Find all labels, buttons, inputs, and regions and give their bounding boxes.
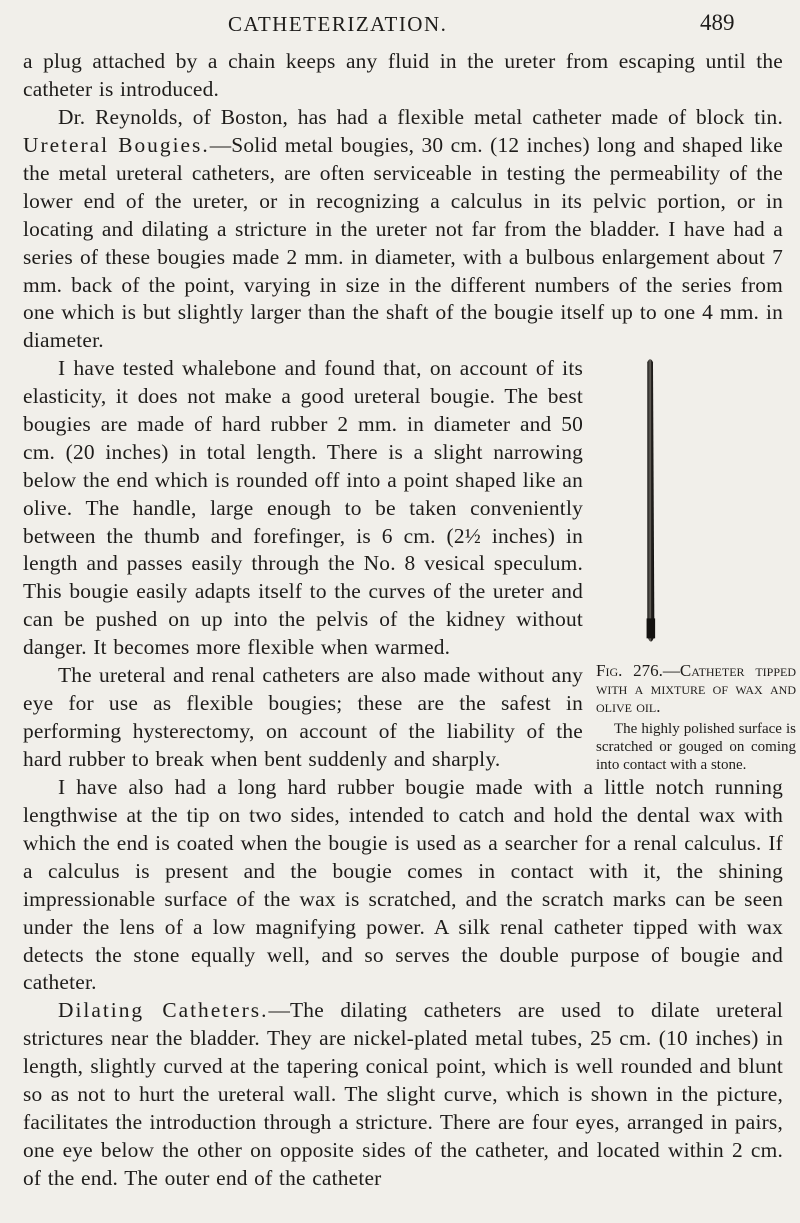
section-heading-ureteral-bougies: Ureteral Bougies. bbox=[23, 132, 210, 157]
figure-caption bbox=[596, 662, 796, 774]
catheter-drawing bbox=[590, 355, 790, 654]
page-header bbox=[0, 8, 800, 48]
ureteral-bougies-text: —Solid metal bougies, 30 cm. (12 inches) long and shaped like the metal ureteral catheters, are often serviceable in testing the permeability of the lower end of the ureter, or in recognizing a calculus in its pelvic portion, or in locating and dilating a stricture in the ureter not far from the bladder. I have had a series of these bougies made 2 mm. in diameter, with a bulbous enlargement about 7 mm. back of the point, varying in size in the different numbers of the series from one which is but slightly larger than the shaft of the bougie itself up to one 4 mm. in diameter. bbox=[23, 132, 783, 353]
paragraph-whalebone: I have tested whalebone and found that, on account of its elasticity, it does not make a good ureteral bougie. The best bougies are made of hard rubber 2 mm. in diameter and 50 cm. (20 inches) in total length. There is a slight narrowing below the end which is rounded off into a point shaped like an olive. The handle, large enough to be taken conveniently between the thumb and forefinger, is 6 cm. (2½ inches) in length and passes easily through the No. 8 vesical speculum. This bougie easily adapts itself to the curves of the ureter and can be pushed on up into the pelvis of the kidney without danger. It becomes more flexible when warmed. bbox=[23, 356, 583, 660]
figure-catheter-illustration bbox=[590, 355, 790, 654]
paragraph-wax-bougie: I have also had a long hard rubber bougie made with a little notch running lengthwise at the tip on two sides, intended to catch and hold the dental wax with which the end is coated when the bougie is used as a searcher for a renal calculus. If a calculus is present and the bougie comes in contact with it, the shining impressionable surface of the wax is scratched, and the scratch marks can be seen under the lens of a low magnifying power. A silk renal catheter tipped with wax detects the stone equally well, and so serves the double purpose of bougie and catheter. bbox=[23, 775, 783, 995]
paragraph-dilating-catheters bbox=[23, 997, 783, 1192]
paragraph-continuation: a plug attached by a chain keeps any fluid in the ureter from escaping until the catheter is introduced. bbox=[23, 49, 783, 101]
dilating-catheters-text: —The dilating catheters are used to dilate ureteral strictures near the bladder. They are nickel-plated metal tubes, 25 cm. (10 inches) in length, slightly curved at the tapering conical point, which is well rounded and blunt so as not to hurt the ureteral wall. The slight curve, which is shown in the picture, facilitates the introduction through a stricture. There are four eyes, arranged in pairs, one eye below the other on opposite sides of the catheter, and located within 2 cm. of the end. The outer end of the catheter bbox=[23, 998, 783, 1190]
paragraph-reynolds-and-bougies bbox=[23, 104, 783, 355]
page-number: 489 bbox=[700, 10, 735, 35]
catheter-shaft bbox=[647, 359, 654, 641]
catheter-tip bbox=[647, 618, 656, 638]
section-heading-dilating-catheters: Dilating Catheters. bbox=[58, 998, 269, 1022]
caption-body: The highly polished surface is scratched or gouged on coming into contact with a stone. bbox=[596, 721, 796, 773]
caption-title: Fig. 276.—Catheter tipped with a mixture of wax and olive oil. bbox=[596, 661, 796, 716]
paragraph-renal-catheters: The ureteral and renal catheters are also made without any eye for use as flexible bougies; these are the safest in performing hysterectomy, on account of the liability of the hard rubber to break when bent suddenly and sharply. bbox=[23, 663, 583, 771]
running-head: CATHETERIZATION. bbox=[228, 12, 448, 36]
reynolds-sentence: Dr. Reynolds, of Boston, has had a flexible metal catheter made of block tin. bbox=[58, 105, 783, 129]
